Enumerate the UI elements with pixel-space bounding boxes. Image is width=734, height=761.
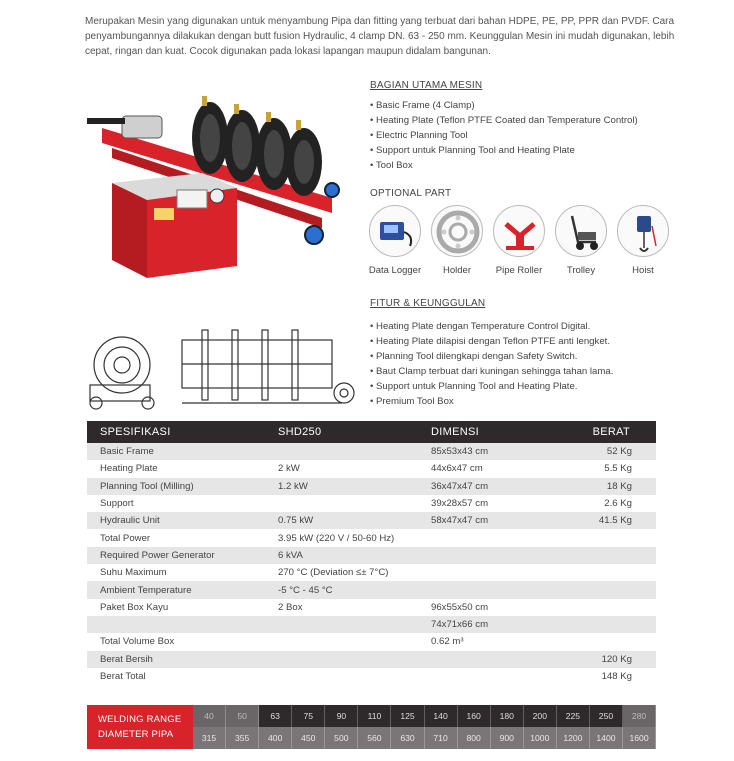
range-cell: 450	[292, 727, 325, 749]
table-cell: Hydraulic Unit	[100, 515, 160, 527]
optional-label: Hoist	[632, 265, 654, 276]
table-cell: 1.2 kW	[278, 480, 308, 492]
table-cell: 18 Kg	[606, 480, 632, 492]
machine-photo	[82, 88, 352, 288]
table-row	[87, 478, 656, 495]
table-cell: 6 kVA	[278, 549, 303, 561]
spec-table-body	[87, 443, 656, 685]
list-item: • Basic Frame (4 Clamp)	[370, 98, 638, 113]
table-row	[87, 633, 656, 650]
table-row	[87, 495, 656, 512]
range-cell: 160	[458, 705, 491, 727]
table-cell: 2.6 Kg	[604, 498, 632, 510]
optional-label: Trolley	[566, 265, 596, 276]
range-cell: 800	[458, 727, 491, 749]
pipe-roller-icon	[493, 205, 545, 257]
table-cell: Paket Box Kayu	[100, 601, 169, 613]
range-cell: 315	[193, 727, 226, 749]
optional-hoist	[616, 205, 670, 276]
list-item: • Heating Plate dilapisi dengan Teflon PTFE anti lengket.	[370, 334, 613, 349]
range-cell: 63	[259, 705, 292, 727]
welding-range-title: WELDING RANGE	[98, 714, 182, 725]
list-item: • Premium Tool Box	[370, 394, 613, 409]
table-row	[87, 460, 656, 477]
header-cell: BERAT	[592, 426, 630, 438]
table-cell: 3.95 kW (220 V / 50-60 Hz)	[278, 532, 395, 544]
table-row	[87, 547, 656, 564]
list-item: • Electric Planning Tool	[370, 128, 638, 143]
table-row	[87, 668, 656, 685]
header-cell: SHD250	[278, 426, 322, 438]
hoist-icon	[617, 205, 669, 257]
table-cell: 44x6x47 cm	[431, 463, 483, 475]
optional-label: Pipe Roller	[495, 265, 543, 276]
range-cell: 75	[292, 705, 325, 727]
optional-label: Holder	[443, 265, 471, 276]
range-cell: 280	[623, 705, 656, 727]
header-cell: DIMENSI	[431, 426, 479, 438]
table-cell: Ambient Temperature	[100, 584, 192, 596]
list-item: • Baut Clamp terbuat dari kuningan sehingga tahan lama.	[370, 364, 613, 379]
range-cell: 900	[491, 727, 524, 749]
table-cell: 58x47x47 cm	[431, 515, 489, 527]
features-title: FITUR & KEUNGGULAN	[370, 298, 486, 309]
table-cell: 0.62 m³	[431, 636, 464, 648]
spec-table	[87, 421, 656, 685]
range-cell: 1200	[557, 727, 590, 749]
range-cell: 110	[358, 705, 391, 727]
table-row	[87, 581, 656, 598]
table-cell: Planning Tool (Milling)	[100, 480, 194, 492]
list-item: • Tool Box	[370, 158, 638, 173]
range-cell: 40	[193, 705, 226, 727]
optional-trolley	[554, 205, 608, 276]
table-cell: 120 Kg	[601, 653, 632, 665]
range-cell: 1600	[623, 727, 656, 749]
features-list	[370, 319, 613, 409]
table-cell: Basic Frame	[100, 446, 154, 458]
table-cell: 2 kW	[278, 463, 300, 475]
table-cell: -5 °C - 45 °C	[278, 584, 333, 596]
welding-range-label	[87, 705, 193, 749]
optional-data-logger	[368, 205, 422, 276]
table-cell: 85x53x43 cm	[431, 446, 489, 458]
welding-range-grid	[193, 705, 656, 749]
optional-pipe-roller	[492, 205, 546, 276]
range-cell: 225	[557, 705, 590, 727]
range-cell: 200	[524, 705, 557, 727]
welding-range	[87, 705, 656, 749]
table-cell: 2 Box	[278, 601, 303, 613]
list-item: • Heating Plate (Teflon PTFE Coated dan Temperature Control)	[370, 113, 638, 128]
table-cell: 96x55x50 cm	[431, 601, 489, 613]
data-logger-icon	[369, 205, 421, 257]
technical-drawing	[82, 315, 362, 415]
table-cell: 148 Kg	[601, 671, 632, 682]
list-item: • Heating Plate dengan Temperature Control Digital.	[370, 319, 613, 334]
optional-label: Data Logger	[368, 265, 422, 276]
range-cell: 250	[590, 705, 623, 727]
range-cell: 355	[226, 727, 259, 749]
range-cell: 180	[491, 705, 524, 727]
table-cell: 0.75 kW	[278, 515, 314, 527]
list-item: • Support untuk Planning Tool and Heating Plate	[370, 143, 638, 158]
list-item: • Planning Tool dilengkapi dengan Safety Switch.	[370, 349, 613, 364]
trolley-icon	[555, 205, 607, 257]
table-cell: Berat Bersih	[100, 653, 153, 665]
list-item: • Support untuk Planning Tool and Heating Plate.	[370, 379, 613, 394]
range-cell: 50	[226, 705, 259, 727]
optional-parts	[368, 205, 674, 276]
table-cell: Support	[100, 498, 134, 510]
range-cell: 710	[425, 727, 458, 749]
range-cell: 140	[425, 705, 458, 727]
table-cell: 5.5 Kg	[604, 463, 632, 475]
diameter-pipa-title: DIAMETER PIPA	[98, 729, 174, 740]
optional-part-title: OPTIONAL PART	[370, 188, 452, 199]
main-parts-list	[370, 98, 638, 173]
table-cell: 36x47x47 cm	[431, 480, 489, 492]
main-parts-title: BAGIAN UTAMA MESIN	[370, 80, 483, 91]
range-bottom-row	[193, 727, 656, 749]
table-row	[87, 616, 656, 633]
table-cell: Suhu Maximum	[100, 567, 167, 579]
table-cell: Heating Plate	[100, 463, 158, 475]
range-cell: 400	[259, 727, 292, 749]
table-cell: Berat Total	[100, 671, 146, 682]
range-cell: 1000	[524, 727, 557, 749]
holder-icon	[431, 205, 483, 257]
spec-table-header	[87, 421, 656, 443]
table-cell: 39x28x57 cm	[431, 498, 489, 510]
intro-paragraph: Merupakan Mesin yang digunakan untuk menyambung Pipa dan fitting yang terbuat dari bahan HDPE, PE, PP, PPR dan PVDF. Cara penyambungannya dilakukan dengan butt fusion Hydraulic, 4 clamp DN. 63 - 250 mm. Keunggulan Mesin ini mudah digunakan, lebih cepat, ringan dan kuat. Cocok digunakan pada lokasi lapangan maupun didalam bangunan.	[85, 16, 675, 57]
table-row	[87, 651, 656, 668]
optional-holder	[430, 205, 484, 276]
range-cell: 500	[325, 727, 358, 749]
table-cell: 52 Kg	[606, 446, 632, 458]
range-cell: 560	[358, 727, 391, 749]
range-top-row	[193, 705, 656, 727]
table-row	[87, 564, 656, 581]
table-row	[87, 443, 656, 460]
table-row	[87, 599, 656, 616]
range-cell: 1400	[590, 727, 623, 749]
table-cell: Required Power Generator	[100, 549, 215, 561]
range-cell: 125	[391, 705, 424, 727]
header-cell: SPESIFIKASI	[100, 426, 171, 438]
table-cell: 41.5 Kg	[598, 515, 632, 527]
range-cell: 630	[391, 727, 424, 749]
range-cell: 90	[325, 705, 358, 727]
table-row	[87, 529, 656, 546]
table-cell: Total Volume Box	[100, 636, 175, 648]
table-cell: 270 °C (Deviation ≤± 7°C)	[278, 567, 389, 579]
table-cell: Total Power	[100, 532, 151, 544]
table-row	[87, 512, 656, 529]
table-cell: 74x71x66 cm	[431, 619, 489, 631]
